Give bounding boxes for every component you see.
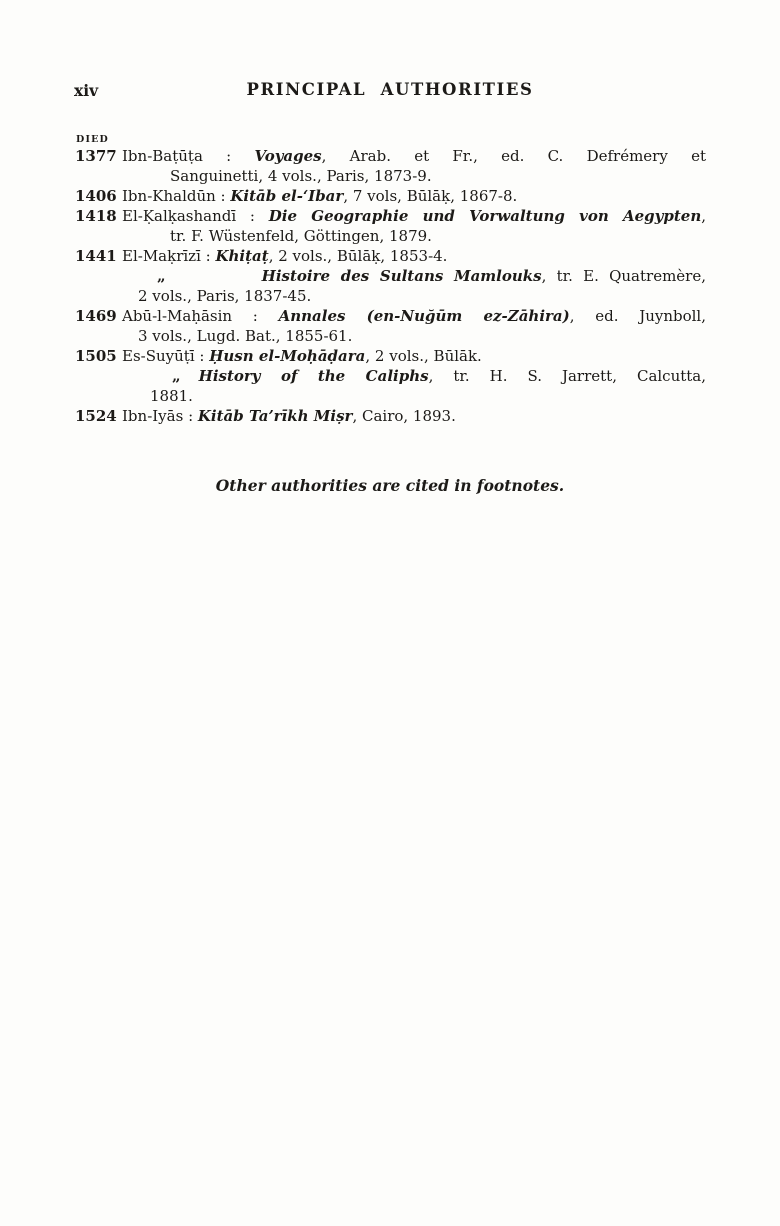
page-header-title: PRINCIPAL AUTHORITIES bbox=[246, 80, 534, 99]
entry-year: 1377 bbox=[75, 147, 117, 165]
entry-year: 1406 bbox=[75, 187, 117, 205]
entry-line bbox=[75, 306, 706, 326]
entry-text: „ Histoire des Sultans Mamlouks, tr. E. Quatremère, bbox=[157, 267, 706, 285]
entry-text: Ibn-Iyās : Kitāb Taʼrīkh Miṣr, Cairo, 1893. bbox=[122, 407, 456, 425]
died-column-label: DIED bbox=[76, 134, 109, 145]
entry-line bbox=[75, 326, 706, 346]
entry-line bbox=[75, 266, 706, 286]
entry-year bbox=[75, 286, 122, 306]
bibliography bbox=[75, 146, 706, 426]
ditto-mark: „ bbox=[157, 267, 166, 285]
entry-line bbox=[75, 226, 706, 246]
entry-line bbox=[75, 186, 706, 206]
entry-line bbox=[75, 286, 706, 306]
entry-text: El-Ḳalḳashandī : Die Geographie und Vorwaltung von Aegypten, bbox=[122, 207, 707, 225]
ditto-mark: „ bbox=[172, 367, 181, 385]
entry-text: 2 vols., Paris, 1837-45. bbox=[138, 287, 312, 305]
entry-line bbox=[75, 386, 706, 406]
footnote-line: Other authorities are cited in footnotes. bbox=[215, 476, 565, 495]
entry-line bbox=[75, 146, 706, 166]
entry-text: Es-Suyūṭī : Ḥusn el-Moḥāḍara, 2 vols., Būlāk. bbox=[122, 347, 482, 365]
entry-text: Ibn-Baṭūṭa : Voyages, Arab. et Fr., ed. C. Defrémery et bbox=[122, 147, 706, 165]
entry-year bbox=[75, 366, 122, 386]
entry-line bbox=[75, 366, 706, 386]
entry-line bbox=[75, 246, 706, 266]
entry-year bbox=[75, 226, 122, 246]
entry-line bbox=[75, 206, 706, 226]
entry-text: „ History of the Caliphs, tr. H. S. Jarrett, Calcutta, bbox=[172, 367, 707, 385]
entry-year bbox=[75, 266, 122, 286]
entry-line bbox=[75, 346, 706, 366]
entry-text: 1881. bbox=[150, 387, 193, 405]
page-number: xiv bbox=[74, 81, 99, 100]
entry-year bbox=[75, 326, 122, 346]
entry-year: 1469 bbox=[75, 307, 117, 325]
entry-year: 1524 bbox=[75, 407, 117, 425]
entry-line bbox=[75, 406, 706, 426]
entry-year bbox=[75, 166, 122, 186]
entry-year: 1505 bbox=[75, 347, 117, 365]
entry-text: Abū-l-Maḥāsin : Annales (en-Nuğūm ez-Zāhira), ed. Juynboll, bbox=[122, 307, 706, 325]
entry-text: Ibn-Khaldūn : Kitāb el-ʻIbar, 7 vols, Būlāḳ, 1867-8. bbox=[122, 187, 518, 205]
entry-year: 1418 bbox=[75, 207, 117, 225]
entry-text: El-Maḳrīzī : Khiṭaṭ, 2 vols., Būlāḳ, 1853-4. bbox=[122, 247, 448, 265]
entry-year: 1441 bbox=[75, 247, 117, 265]
entry-text: 3 vols., Lugd. Bat., 1855-61. bbox=[138, 327, 353, 345]
entry-text: Sanguinetti, 4 vols., Paris, 1873-9. bbox=[170, 167, 432, 185]
running-head bbox=[0, 80, 780, 102]
entry-line bbox=[75, 166, 706, 186]
entry-year bbox=[75, 386, 122, 406]
entry-text: tr. F. Wüstenfeld, Göttingen, 1879. bbox=[170, 227, 432, 245]
